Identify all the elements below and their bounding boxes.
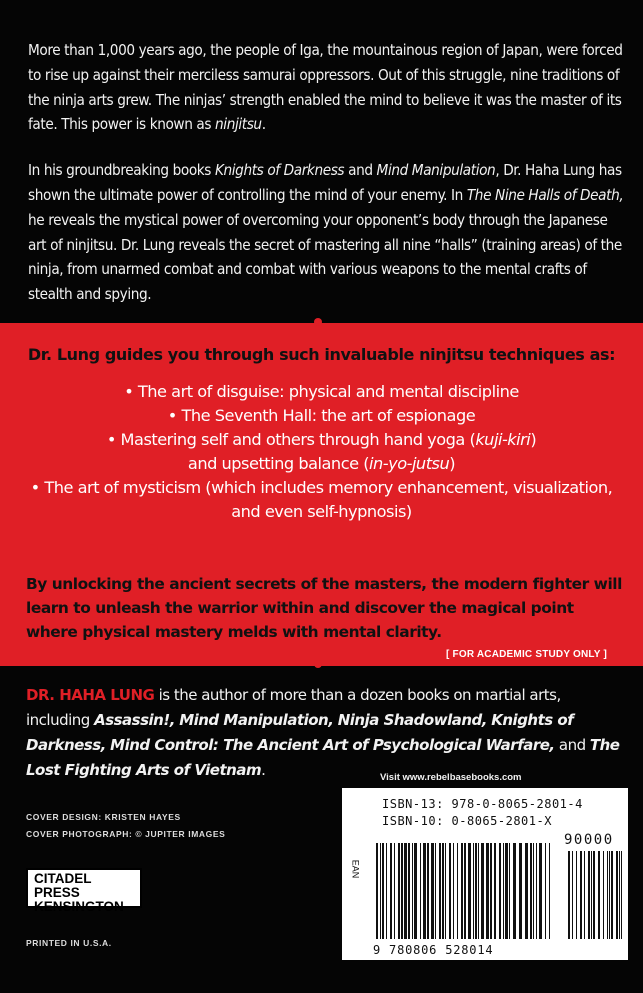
intro-paragraph-1	[28, 38, 628, 137]
addon-bar	[568, 851, 570, 939]
barcode-bar	[539, 843, 542, 939]
barcode-bar	[439, 843, 441, 939]
barcode-bar	[380, 843, 381, 939]
barcode-bar	[376, 843, 378, 939]
addon-bar	[598, 851, 600, 939]
panel-top-dot	[314, 318, 322, 326]
addon-bar	[584, 851, 585, 939]
ean-label: EAN	[350, 859, 361, 879]
barcode-bar	[457, 843, 458, 939]
bullet-hand-yoga	[0, 428, 643, 452]
addon-bar	[588, 851, 590, 939]
barcode-bar	[404, 843, 407, 939]
intro-p2-text-c: , Dr. Haha Lung has shown the ultimate power of controlling the mind of your enemy. In	[28, 161, 622, 204]
author-bio-sep-5: and	[554, 736, 590, 754]
barcode-bar	[382, 843, 384, 939]
bullet-disguise: • The art of disguise: physical and mental discipline	[124, 382, 519, 401]
barcode-bar	[427, 843, 429, 939]
addon-bar	[619, 851, 620, 939]
barcode-bar	[398, 843, 400, 939]
barcode-bar	[530, 843, 532, 939]
price-code: 90000	[564, 832, 614, 848]
barcode-bar	[545, 843, 546, 939]
book-title-mind-manipulation: Mind Manipulation	[376, 161, 496, 180]
publisher-logo	[26, 868, 142, 914]
barcode-bar	[486, 843, 489, 939]
barcode-bar	[481, 843, 484, 939]
panel-bottom-dot	[314, 660, 322, 668]
author-bio	[26, 683, 626, 783]
book-title-lost-fighting-arts: The Lost Fighting Arts of Vietnam	[26, 736, 620, 779]
addon-bar	[611, 851, 613, 939]
publisher-line-1: CITADEL PRESS	[34, 871, 92, 900]
book-title-assassin: Assassin!,	[94, 711, 175, 729]
book-title-nine-halls: The Nine Halls of Death,	[466, 185, 624, 204]
intro-p2-text-b: and	[344, 161, 377, 180]
barcode-bar	[412, 843, 413, 939]
book-title-mind-manipulation-2: Mind Manipulation,	[179, 711, 334, 729]
website-link[interactable]: Visit www.rebelbasebooks.com	[380, 772, 522, 783]
barcode-bar	[473, 843, 474, 939]
intro-p2-text-d: he reveals the mystical power of overcoming your opponent’s body through the Japanese art of ninjitsu. Dr. Lung reveals the secret of mastering all nine “halls” (training areas) of the ninja, from unarmed combat and combat with various weapons to the mental crafts of stealth and spying.	[28, 210, 622, 304]
intro-paragraph-2	[28, 158, 628, 307]
barcode-bar	[408, 843, 410, 939]
addon-bar	[616, 851, 618, 939]
author-bio-text-a: is the author of more than a dozen books on martial arts, including	[26, 686, 561, 729]
barcode-bar	[549, 843, 550, 939]
barcode-bar	[468, 843, 471, 939]
bullet-balance-text: and upsetting balance (	[187, 454, 370, 473]
techniques-list	[0, 380, 643, 524]
bullet-hand-yoga-text: • Mastering self and others through hand yoga (	[106, 430, 476, 449]
barcode-bar	[490, 843, 492, 939]
addon-bar	[621, 851, 622, 939]
barcode-bar	[420, 843, 421, 939]
barcode-bar	[519, 843, 522, 939]
addon-bar	[593, 851, 595, 939]
addon-bar	[580, 851, 582, 939]
barcode-bar	[449, 843, 451, 939]
barcode-bar	[394, 843, 395, 939]
barcode-bar	[401, 843, 403, 939]
intro-p1-end: .	[261, 115, 266, 134]
book-title-ninja-shadowland: Ninja Shadowland,	[337, 711, 487, 729]
intro-text	[28, 38, 628, 328]
barcode-bar	[435, 843, 436, 939]
book-title-mind-control: Mind Control: The Ancient Art of Psychological Warfare,	[110, 736, 555, 754]
barcode-icon	[372, 843, 626, 943]
barcode-bar	[442, 843, 444, 939]
barcode-bar	[464, 843, 466, 939]
ean-digits: 9 780806 528014	[373, 943, 494, 957]
addon-bar	[607, 851, 608, 939]
in-yo-jutsu-term: in-yo-jutsu	[369, 454, 450, 473]
author-bio-end: .	[261, 761, 266, 779]
barcode-bar	[499, 843, 501, 939]
barcode-bar	[386, 843, 387, 939]
barcode-bar	[431, 843, 434, 939]
addon-bar	[603, 851, 604, 939]
barcode-bar	[494, 843, 496, 939]
bullet-balance	[0, 452, 643, 476]
bullet-mysticism: • The art of mysticism (which includes memory enhancement, visualization,	[30, 478, 613, 497]
bullet-balance-close: )	[449, 454, 456, 473]
barcode-bar	[503, 843, 504, 939]
techniques-lead: Dr. Lung guides you through such invaluable ninjitsu techniques as:	[27, 345, 616, 364]
bullet-seventh-hall: • The Seventh Hall: the art of espionage	[167, 406, 476, 425]
kuji-kiri-term: kuji-kiri	[475, 430, 531, 449]
book-title-knights-2: Knights of Darkness,	[26, 711, 574, 754]
barcode-bar	[525, 843, 528, 939]
barcode-bar	[423, 843, 426, 939]
barcode-bar	[390, 843, 392, 939]
closing-paragraph: By unlocking the ancient secrets of the masters, the modern fighter will learn to unleash the warrior within and discover the magical point where physical mastery melds with mental clarity.	[26, 575, 622, 641]
intro-p1-text: More than 1,000 years ago, the people of Iga, the mountainous region of Japan, were forced to rise up against their merciless samurai oppressors. Out of this struggle, nine traditions of the ninja arts grew. The ninjas’ strength enabled the mind to believe it was the master of its fate. This power is known as	[28, 41, 623, 134]
addon-bar	[572, 851, 573, 939]
addon-bar	[609, 851, 610, 939]
printed-in: PRINTED IN U.S.A.	[26, 938, 112, 948]
publisher-line-2: KENSINGTON	[34, 899, 124, 914]
book-title-knights: Knights of Darkness	[214, 161, 345, 180]
barcode-bar	[445, 843, 446, 939]
barcode-bar	[505, 843, 508, 939]
addon-bar	[591, 851, 592, 939]
barcode-bar	[461, 843, 463, 939]
author-name: DR. HAHA LUNG	[26, 686, 155, 704]
barcode-bar	[513, 843, 516, 939]
academic-disclaimer: [ FOR ACADEMIC STUDY ONLY ]	[446, 649, 607, 660]
ninjitsu-term: ninjitsu	[215, 115, 262, 134]
isbn-13: ISBN-13: 978-0-8065-2801-4	[382, 797, 583, 811]
bullet-mysticism-cont: and even self-hypnosis)	[231, 502, 412, 521]
barcode-bar	[414, 843, 417, 939]
barcode-bar	[453, 843, 454, 939]
intro-p2-text-a: In his groundbreaking books	[28, 161, 215, 180]
cover-photo-credit: COVER PHOTOGRAPH: © JUPITER IMAGES	[26, 829, 226, 839]
barcode-bar	[533, 843, 534, 939]
barcode-bar	[536, 843, 537, 939]
addon-bar	[576, 851, 577, 939]
cover-design-credit: COVER DESIGN: KRISTEN HAYES	[26, 812, 181, 822]
bullet-hand-yoga-close: )	[530, 430, 537, 449]
isbn-10: ISBN-10: 0-8065-2801-X	[382, 814, 552, 828]
barcode-bar	[509, 843, 510, 939]
barcode-bar	[478, 843, 479, 939]
barcode-bar	[475, 843, 477, 939]
